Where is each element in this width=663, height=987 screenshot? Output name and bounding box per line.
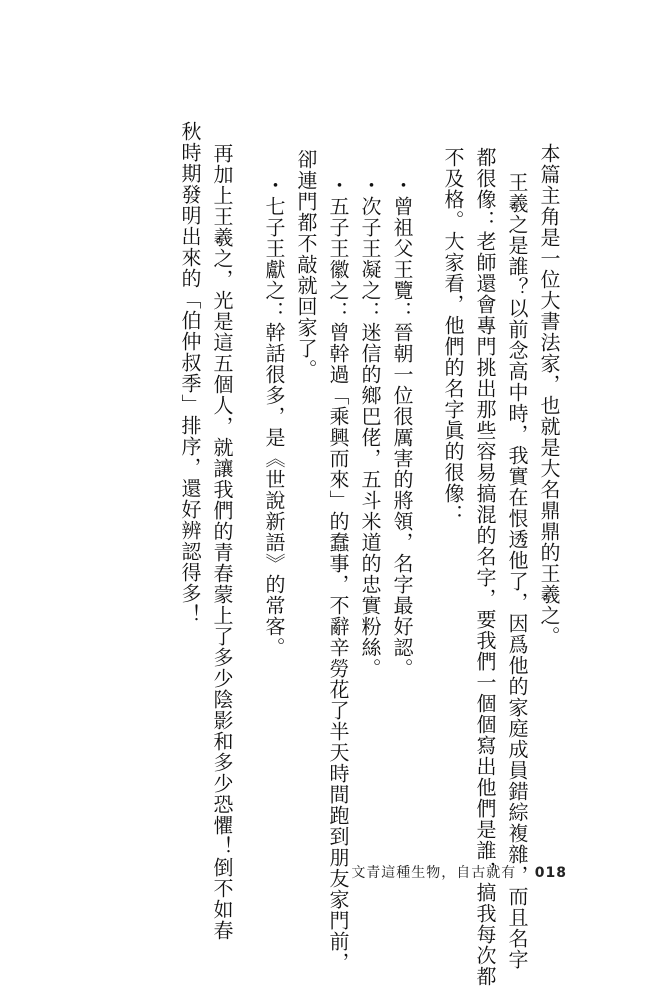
list-item: ・曾祖父王覽：晉朝一位很厲害的將領，名字最好認。 (390, 175, 414, 679)
list-item-continuation: 卻連門都不敲就回家了。 (294, 128, 318, 380)
running-footer (351, 862, 567, 882)
text-line: 再加上王羲之，光是這五個人，就讓我們的青春蒙上了多少陰影和多少恐懼！倒不如春 (210, 143, 234, 941)
book-title: 文青這種生物，自古就有 (351, 865, 517, 881)
list-item: ・七子王獻之：幹話很多，是《世說新語》的常客。 (262, 175, 286, 658)
text-line: 王羲之是誰？以前念高中時，我實在恨透他了，因爲他的家庭成員錯綜複雜，而且名字 (505, 172, 529, 970)
list-item: ・五子王徽之：曾幹過「乘興而來」的蠢事，不辭辛勞花了半天時間跑到朋友家門前， (326, 175, 350, 973)
page-number: 018 (534, 865, 567, 881)
text-line: 秋時期發明出來的「伯仲叔季」排序，還好辨認得多！ (178, 121, 202, 625)
text-line: 不及格。大家看，他們的名字眞的很像： (441, 147, 465, 525)
text-line: 本篇主角是一位大書法家，也就是大名鼎鼎的王羲之。 (537, 143, 561, 647)
text-line: 都很像：老師還會專門挑出那些容易搞混的名字，要我們一個個寫出他們是誰，搞我每次都 (473, 147, 497, 987)
list-item: ・次子王凝之：迷信的鄉巴佬，五斗米道的忠實粉絲。 (358, 175, 382, 679)
